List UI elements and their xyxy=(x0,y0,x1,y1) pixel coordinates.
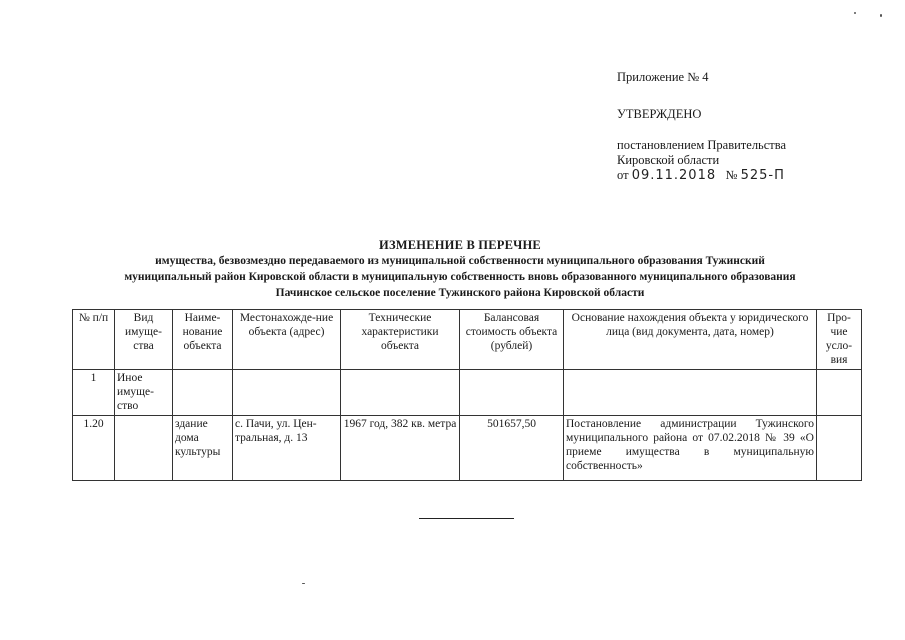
title-line-2: муниципальный район Кировской области в муниципальную собственность вновь образованного муниципального образования xyxy=(124,271,796,283)
date-prefix: от xyxy=(617,168,629,182)
cell-name xyxy=(173,370,233,416)
cell-tech xyxy=(341,370,460,416)
signature-line xyxy=(419,518,514,519)
cell-num: 1 xyxy=(73,370,115,416)
scan-speck xyxy=(854,12,856,14)
header-address: Местонахожде-ние объекта (адрес) xyxy=(233,310,341,370)
number-prefix: № xyxy=(725,168,738,182)
approval-region-line: Кировской области xyxy=(617,153,720,167)
header-other: Про-чие усло-вия xyxy=(817,310,862,370)
cell-address: с. Пачи, ул. Цен-тральная, д. 13 xyxy=(233,416,341,481)
cell-value xyxy=(460,370,564,416)
cell-name: здание дома культуры xyxy=(173,416,233,481)
handwritten-number: 525-П xyxy=(740,168,785,183)
header-value: Балансовая стоимость объекта (рублей) xyxy=(460,310,564,370)
cell-other xyxy=(817,416,862,481)
scan-speck xyxy=(302,583,305,584)
cell-tech: 1967 год, 382 кв. метра xyxy=(341,416,460,481)
header-name: Наиме-нование объекта xyxy=(173,310,233,370)
header-basis: Основание нахождения объекта у юридического лица (вид документа, дата, номер) xyxy=(564,310,817,370)
cell-other xyxy=(817,370,862,416)
approval-resolution-line: постановлением Правительства xyxy=(617,138,787,152)
cell-basis xyxy=(564,370,817,416)
table-header-row xyxy=(73,310,862,370)
scan-speck xyxy=(880,14,882,17)
cell-kind: Иное имуще-ство xyxy=(115,370,173,416)
table-row xyxy=(73,370,862,416)
cell-address xyxy=(233,370,341,416)
title-main: ИЗМЕНЕНИЕ В ПЕРЕЧНЕ xyxy=(379,238,541,252)
cell-basis: Постановление администрации Тужинского муниципального района от 07.02.2018 № 39 «О приеме имущества в муниципальную собственность» xyxy=(564,416,817,481)
document-title xyxy=(80,237,840,301)
title-line-3: Пачинское сельское поселение Тужинского района Кировской области xyxy=(275,287,645,299)
approval-date-line xyxy=(617,168,877,183)
header-num: № п/п xyxy=(73,310,115,370)
header-tech: Технические характеристики объекта xyxy=(341,310,460,370)
title-line-1: имущества, безвозмездно передаваемого из муниципальной собственности муниципального образования Тужинский xyxy=(155,255,765,267)
cell-num: 1.20 xyxy=(73,416,115,481)
cell-value: 501657,50 xyxy=(460,416,564,481)
table-row xyxy=(73,416,862,481)
handwritten-date: 09.11.2018 xyxy=(631,168,717,183)
cell-kind xyxy=(115,416,173,481)
approved-label: УТВЕРЖДЕНО xyxy=(617,107,702,121)
header-kind: Вид имуще-ства xyxy=(115,310,173,370)
property-table xyxy=(72,309,862,481)
appendix-label: Приложение № 4 xyxy=(617,70,709,84)
approval-block xyxy=(617,70,877,183)
